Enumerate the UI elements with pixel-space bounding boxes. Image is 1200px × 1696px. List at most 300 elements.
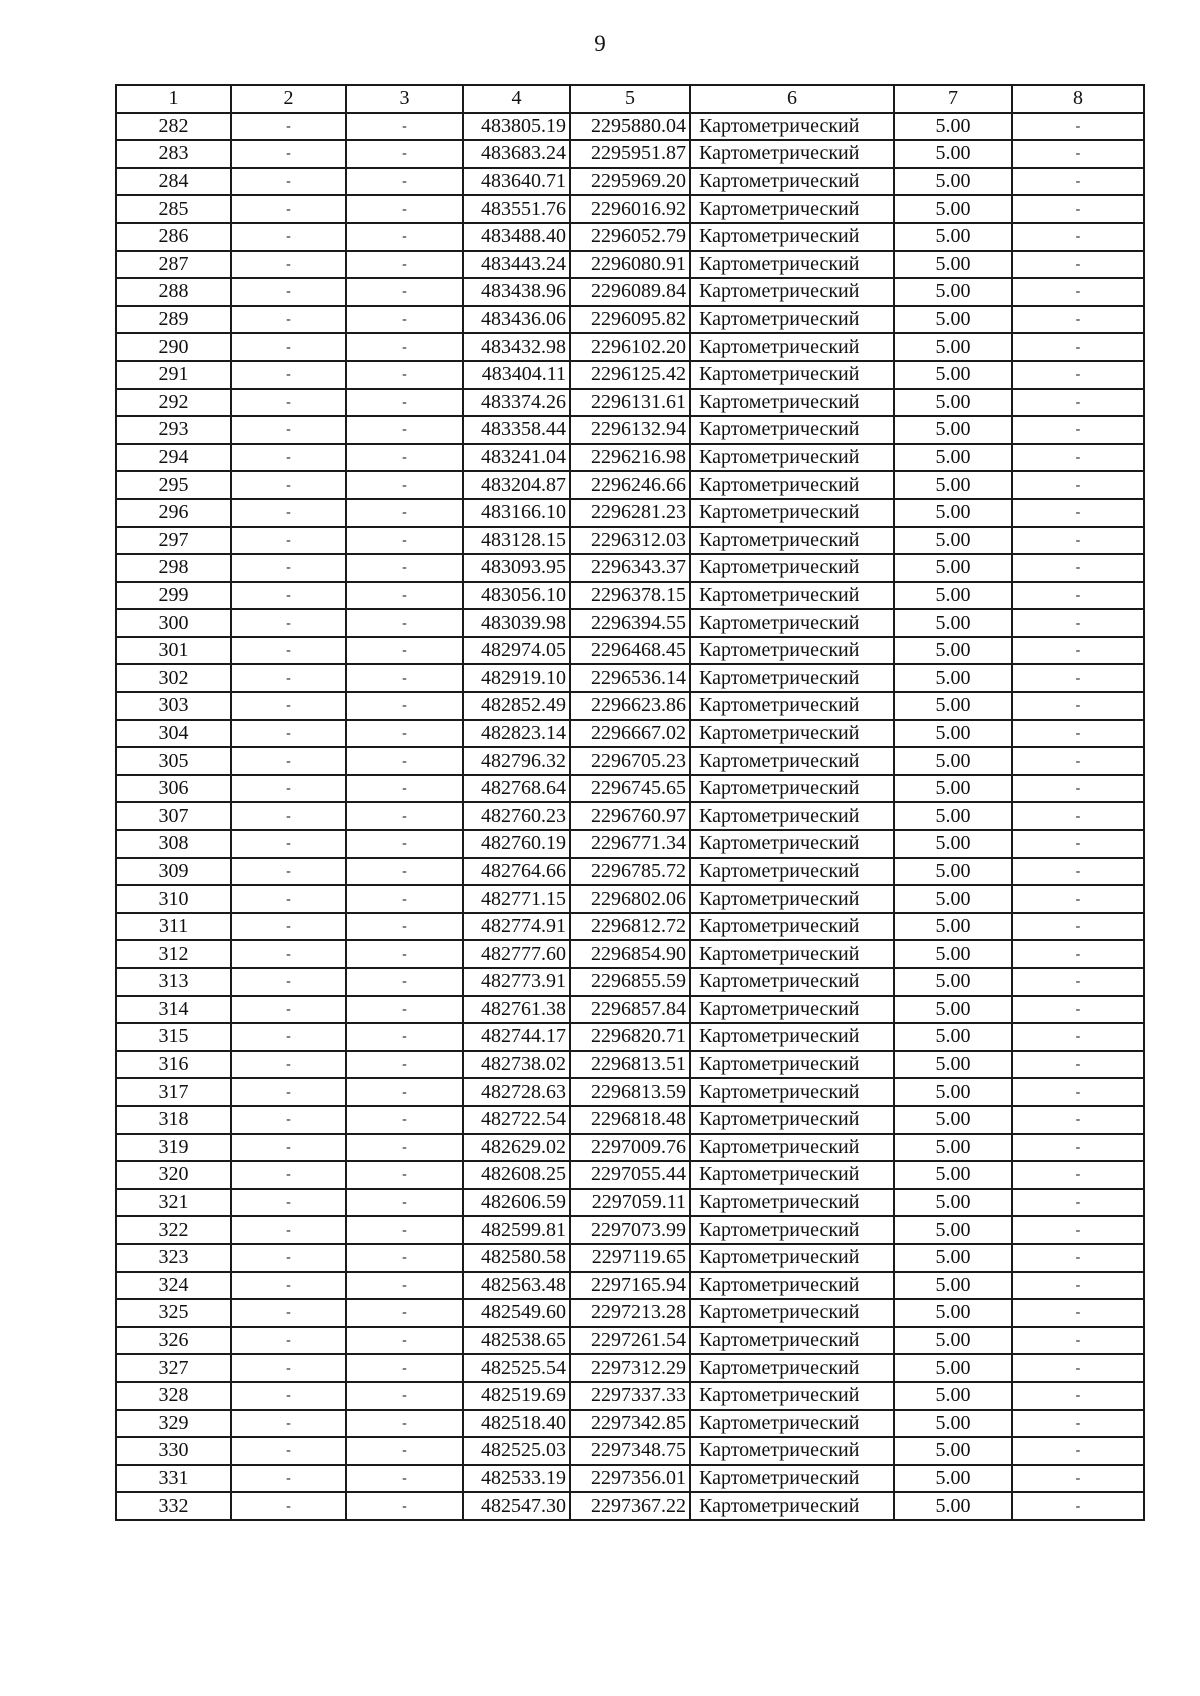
method-cell: Картометрический [690, 278, 894, 306]
col-8-cell: - [1012, 527, 1144, 555]
col-2-cell: - [231, 858, 346, 886]
col-2-cell: - [231, 1327, 346, 1355]
col-3-cell: - [346, 996, 463, 1024]
accuracy-cell: 5.00 [894, 223, 1012, 251]
col-2-cell: - [231, 278, 346, 306]
table-row [116, 664, 1144, 692]
x-coordinate-cell: 482549.60 [463, 1299, 570, 1327]
col-8-cell: - [1012, 1051, 1144, 1079]
table-row [116, 1327, 1144, 1355]
accuracy-cell: 5.00 [894, 140, 1012, 168]
accuracy-cell: 5.00 [894, 1051, 1012, 1079]
header-col-2: 2 [231, 85, 346, 113]
col-3-cell: - [346, 389, 463, 417]
col-3-cell: - [346, 1437, 463, 1465]
col-3-cell: - [346, 830, 463, 858]
col-8-cell: - [1012, 1272, 1144, 1300]
col-3-cell: - [346, 968, 463, 996]
y-coordinate-cell: 2296813.59 [570, 1078, 690, 1106]
col-3-cell: - [346, 1134, 463, 1162]
col-3-cell: - [346, 775, 463, 803]
col-8-cell: - [1012, 333, 1144, 361]
method-cell: Картометрический [690, 968, 894, 996]
point-number-cell: 314 [116, 996, 231, 1024]
col-8-cell: - [1012, 444, 1144, 472]
accuracy-cell: 5.00 [894, 1216, 1012, 1244]
y-coordinate-cell: 2297165.94 [570, 1272, 690, 1300]
col-2-cell: - [231, 1382, 346, 1410]
y-coordinate-cell: 2296760.97 [570, 802, 690, 830]
header-col-5: 5 [570, 85, 690, 113]
accuracy-cell: 5.00 [894, 802, 1012, 830]
x-coordinate-cell: 482629.02 [463, 1134, 570, 1162]
table-row [116, 1354, 1144, 1382]
method-cell: Картометрический [690, 1299, 894, 1327]
method-cell: Картометрический [690, 1492, 894, 1520]
method-cell: Картометрический [690, 527, 894, 555]
accuracy-cell: 5.00 [894, 168, 1012, 196]
col-8-cell: - [1012, 1354, 1144, 1382]
accuracy-cell: 5.00 [894, 251, 1012, 279]
table-row [116, 913, 1144, 941]
y-coordinate-cell: 2296857.84 [570, 996, 690, 1024]
y-coordinate-cell: 2296080.91 [570, 251, 690, 279]
col-3-cell: - [346, 1410, 463, 1438]
y-coordinate-cell: 2297356.01 [570, 1465, 690, 1493]
y-coordinate-cell: 2296281.23 [570, 499, 690, 527]
coordinates-table [115, 84, 1145, 1521]
header-col-4: 4 [463, 85, 570, 113]
table-row [116, 1023, 1144, 1051]
method-cell: Картометрический [690, 444, 894, 472]
accuracy-cell: 5.00 [894, 1023, 1012, 1051]
table-row [116, 251, 1144, 279]
col-8-cell: - [1012, 1410, 1144, 1438]
method-cell: Картометрический [690, 802, 894, 830]
accuracy-cell: 5.00 [894, 996, 1012, 1024]
col-2-cell: - [231, 747, 346, 775]
x-coordinate-cell: 482764.66 [463, 858, 570, 886]
point-number-cell: 290 [116, 333, 231, 361]
x-coordinate-cell: 482525.54 [463, 1354, 570, 1382]
y-coordinate-cell: 2296246.66 [570, 471, 690, 499]
accuracy-cell: 5.00 [894, 1161, 1012, 1189]
point-number-cell: 287 [116, 251, 231, 279]
col-2-cell: - [231, 692, 346, 720]
method-cell: Картометрический [690, 1382, 894, 1410]
point-number-cell: 323 [116, 1244, 231, 1272]
point-number-cell: 294 [116, 444, 231, 472]
method-cell: Картометрический [690, 113, 894, 141]
col-2-cell: - [231, 637, 346, 665]
method-cell: Картометрический [690, 637, 894, 665]
col-2-cell: - [231, 1106, 346, 1134]
col-3-cell: - [346, 1465, 463, 1493]
col-8-cell: - [1012, 1492, 1144, 1520]
col-3-cell: - [346, 637, 463, 665]
x-coordinate-cell: 483404.11 [463, 361, 570, 389]
col-3-cell: - [346, 306, 463, 334]
x-coordinate-cell: 482852.49 [463, 692, 570, 720]
x-coordinate-cell: 482761.38 [463, 996, 570, 1024]
accuracy-cell: 5.00 [894, 664, 1012, 692]
col-8-cell: - [1012, 1465, 1144, 1493]
accuracy-cell: 5.00 [894, 1465, 1012, 1493]
accuracy-cell: 5.00 [894, 1492, 1012, 1520]
col-3-cell: - [346, 582, 463, 610]
table-row [116, 1051, 1144, 1079]
col-8-cell: - [1012, 1327, 1144, 1355]
method-cell: Картометрический [690, 1161, 894, 1189]
x-coordinate-cell: 483204.87 [463, 471, 570, 499]
y-coordinate-cell: 2296745.65 [570, 775, 690, 803]
col-2-cell: - [231, 1023, 346, 1051]
col-2-cell: - [231, 195, 346, 223]
table-body [116, 113, 1144, 1520]
col-3-cell: - [346, 251, 463, 279]
table-row [116, 554, 1144, 582]
table-row [116, 1216, 1144, 1244]
x-coordinate-cell: 482744.17 [463, 1023, 570, 1051]
point-number-cell: 291 [116, 361, 231, 389]
y-coordinate-cell: 2296132.94 [570, 416, 690, 444]
x-coordinate-cell: 483640.71 [463, 168, 570, 196]
x-coordinate-cell: 483438.96 [463, 278, 570, 306]
col-8-cell: - [1012, 168, 1144, 196]
y-coordinate-cell: 2296818.48 [570, 1106, 690, 1134]
point-number-cell: 305 [116, 747, 231, 775]
accuracy-cell: 5.00 [894, 1189, 1012, 1217]
col-3-cell: - [346, 527, 463, 555]
col-3-cell: - [346, 913, 463, 941]
x-coordinate-cell: 482777.60 [463, 940, 570, 968]
col-8-cell: - [1012, 1382, 1144, 1410]
col-8-cell: - [1012, 637, 1144, 665]
y-coordinate-cell: 2296102.20 [570, 333, 690, 361]
col-2-cell: - [231, 471, 346, 499]
col-8-cell: - [1012, 830, 1144, 858]
x-coordinate-cell: 483241.04 [463, 444, 570, 472]
x-coordinate-cell: 482760.23 [463, 802, 570, 830]
col-8-cell: - [1012, 389, 1144, 417]
col-3-cell: - [346, 1354, 463, 1382]
col-8-cell: - [1012, 306, 1144, 334]
point-number-cell: 301 [116, 637, 231, 665]
accuracy-cell: 5.00 [894, 1272, 1012, 1300]
method-cell: Картометрический [690, 1272, 894, 1300]
col-3-cell: - [346, 692, 463, 720]
y-coordinate-cell: 2296812.72 [570, 913, 690, 941]
accuracy-cell: 5.00 [894, 885, 1012, 913]
col-3-cell: - [346, 1023, 463, 1051]
point-number-cell: 293 [116, 416, 231, 444]
col-3-cell: - [346, 416, 463, 444]
point-number-cell: 315 [116, 1023, 231, 1051]
table-row [116, 389, 1144, 417]
page-number: 9 [594, 31, 606, 56]
col-3-cell: - [346, 885, 463, 913]
col-2-cell: - [231, 251, 346, 279]
y-coordinate-cell: 2296802.06 [570, 885, 690, 913]
x-coordinate-cell: 483551.76 [463, 195, 570, 223]
point-number-cell: 324 [116, 1272, 231, 1300]
method-cell: Картометрический [690, 1410, 894, 1438]
col-8-cell: - [1012, 1134, 1144, 1162]
method-cell: Картометрический [690, 582, 894, 610]
point-number-cell: 328 [116, 1382, 231, 1410]
x-coordinate-cell: 483039.98 [463, 609, 570, 637]
x-coordinate-cell: 483488.40 [463, 223, 570, 251]
table-row [116, 885, 1144, 913]
y-coordinate-cell: 2297312.29 [570, 1354, 690, 1382]
x-coordinate-cell: 482533.19 [463, 1465, 570, 1493]
col-2-cell: - [231, 1189, 346, 1217]
table-row [116, 609, 1144, 637]
point-number-cell: 286 [116, 223, 231, 251]
x-coordinate-cell: 483358.44 [463, 416, 570, 444]
accuracy-cell: 5.00 [894, 1106, 1012, 1134]
method-cell: Картометрический [690, 664, 894, 692]
method-cell: Картометрический [690, 885, 894, 913]
accuracy-cell: 5.00 [894, 858, 1012, 886]
accuracy-cell: 5.00 [894, 306, 1012, 334]
point-number-cell: 309 [116, 858, 231, 886]
method-cell: Картометрический [690, 1023, 894, 1051]
x-coordinate-cell: 483056.10 [463, 582, 570, 610]
y-coordinate-cell: 2296312.03 [570, 527, 690, 555]
col-8-cell: - [1012, 1244, 1144, 1272]
accuracy-cell: 5.00 [894, 747, 1012, 775]
method-cell: Картометрический [690, 1078, 894, 1106]
point-number-cell: 282 [116, 113, 231, 141]
col-2-cell: - [231, 1216, 346, 1244]
col-8-cell: - [1012, 802, 1144, 830]
col-3-cell: - [346, 1299, 463, 1327]
col-8-cell: - [1012, 361, 1144, 389]
y-coordinate-cell: 2297348.75 [570, 1437, 690, 1465]
table-row [116, 1465, 1144, 1493]
accuracy-cell: 5.00 [894, 416, 1012, 444]
method-cell: Картометрический [690, 140, 894, 168]
x-coordinate-cell: 482796.32 [463, 747, 570, 775]
x-coordinate-cell: 483093.95 [463, 554, 570, 582]
col-2-cell: - [231, 1078, 346, 1106]
y-coordinate-cell: 2296813.51 [570, 1051, 690, 1079]
coordinates-table-wrapper [115, 84, 1143, 1521]
accuracy-cell: 5.00 [894, 1354, 1012, 1382]
y-coordinate-cell: 2297367.22 [570, 1492, 690, 1520]
x-coordinate-cell: 483805.19 [463, 113, 570, 141]
y-coordinate-cell: 2296343.37 [570, 554, 690, 582]
accuracy-cell: 5.00 [894, 444, 1012, 472]
x-coordinate-cell: 482774.91 [463, 913, 570, 941]
accuracy-cell: 5.00 [894, 720, 1012, 748]
point-number-cell: 298 [116, 554, 231, 582]
accuracy-cell: 5.00 [894, 609, 1012, 637]
col-3-cell: - [346, 444, 463, 472]
y-coordinate-cell: 2296667.02 [570, 720, 690, 748]
method-cell: Картометрический [690, 1134, 894, 1162]
col-2-cell: - [231, 416, 346, 444]
method-cell: Картометрический [690, 1244, 894, 1272]
table-row [116, 940, 1144, 968]
table-row [116, 195, 1144, 223]
col-2-cell: - [231, 664, 346, 692]
table-row [116, 1437, 1144, 1465]
table-row [116, 361, 1144, 389]
accuracy-cell: 5.00 [894, 637, 1012, 665]
col-8-cell: - [1012, 692, 1144, 720]
accuracy-cell: 5.00 [894, 1134, 1012, 1162]
col-8-cell: - [1012, 223, 1144, 251]
point-number-cell: 317 [116, 1078, 231, 1106]
table-row [116, 113, 1144, 141]
point-number-cell: 296 [116, 499, 231, 527]
point-number-cell: 308 [116, 830, 231, 858]
table-row [116, 637, 1144, 665]
table-row [116, 333, 1144, 361]
x-coordinate-cell: 483432.98 [463, 333, 570, 361]
x-coordinate-cell: 482608.25 [463, 1161, 570, 1189]
x-coordinate-cell: 483166.10 [463, 499, 570, 527]
table-row [116, 471, 1144, 499]
method-cell: Картометрический [690, 361, 894, 389]
table-row [116, 1106, 1144, 1134]
col-8-cell: - [1012, 996, 1144, 1024]
method-cell: Картометрический [690, 913, 894, 941]
col-2-cell: - [231, 885, 346, 913]
accuracy-cell: 5.00 [894, 389, 1012, 417]
col-2-cell: - [231, 1465, 346, 1493]
point-number-cell: 307 [116, 802, 231, 830]
method-cell: Картометрический [690, 1354, 894, 1382]
table-row [116, 168, 1144, 196]
table-row [116, 1382, 1144, 1410]
table-row [116, 1161, 1144, 1189]
point-number-cell: 288 [116, 278, 231, 306]
method-cell: Картометрический [690, 195, 894, 223]
method-cell: Картометрический [690, 720, 894, 748]
accuracy-cell: 5.00 [894, 333, 1012, 361]
x-coordinate-cell: 482771.15 [463, 885, 570, 913]
table-row [116, 802, 1144, 830]
table-row [116, 747, 1144, 775]
col-3-cell: - [346, 1492, 463, 1520]
method-cell: Картометрический [690, 1216, 894, 1244]
col-3-cell: - [346, 554, 463, 582]
col-3-cell: - [346, 720, 463, 748]
point-number-cell: 318 [116, 1106, 231, 1134]
method-cell: Картометрический [690, 554, 894, 582]
method-cell: Картометрический [690, 1106, 894, 1134]
col-3-cell: - [346, 1382, 463, 1410]
y-coordinate-cell: 2296089.84 [570, 278, 690, 306]
method-cell: Картометрический [690, 747, 894, 775]
y-coordinate-cell: 2296855.59 [570, 968, 690, 996]
y-coordinate-cell: 2297009.76 [570, 1134, 690, 1162]
col-8-cell: - [1012, 1437, 1144, 1465]
col-8-cell: - [1012, 775, 1144, 803]
x-coordinate-cell: 483128.15 [463, 527, 570, 555]
method-cell: Картометрический [690, 499, 894, 527]
method-cell: Картометрический [690, 416, 894, 444]
table-row [116, 416, 1144, 444]
point-number-cell: 292 [116, 389, 231, 417]
col-8-cell: - [1012, 1023, 1144, 1051]
point-number-cell: 332 [116, 1492, 231, 1520]
y-coordinate-cell: 2296771.34 [570, 830, 690, 858]
y-coordinate-cell: 2296394.55 [570, 609, 690, 637]
col-3-cell: - [346, 140, 463, 168]
accuracy-cell: 5.00 [894, 1244, 1012, 1272]
col-8-cell: - [1012, 1189, 1144, 1217]
method-cell: Картометрический [690, 996, 894, 1024]
col-2-cell: - [231, 1354, 346, 1382]
point-number-cell: 311 [116, 913, 231, 941]
table-row [116, 1189, 1144, 1217]
point-number-cell: 302 [116, 664, 231, 692]
method-cell: Картометрический [690, 471, 894, 499]
col-8-cell: - [1012, 1078, 1144, 1106]
x-coordinate-cell: 483683.24 [463, 140, 570, 168]
col-3-cell: - [346, 940, 463, 968]
col-2-cell: - [231, 1437, 346, 1465]
table-row [116, 1134, 1144, 1162]
col-3-cell: - [346, 1161, 463, 1189]
accuracy-cell: 5.00 [894, 361, 1012, 389]
col-2-cell: - [231, 1492, 346, 1520]
point-number-cell: 299 [116, 582, 231, 610]
col-8-cell: - [1012, 582, 1144, 610]
method-cell: Картометрический [690, 1051, 894, 1079]
accuracy-cell: 5.00 [894, 499, 1012, 527]
col-2-cell: - [231, 940, 346, 968]
col-3-cell: - [346, 1327, 463, 1355]
x-coordinate-cell: 482525.03 [463, 1437, 570, 1465]
point-number-cell: 330 [116, 1437, 231, 1465]
method-cell: Картометрический [690, 692, 894, 720]
method-cell: Картометрический [690, 168, 894, 196]
x-coordinate-cell: 482580.58 [463, 1244, 570, 1272]
table-row [116, 1299, 1144, 1327]
x-coordinate-cell: 482606.59 [463, 1189, 570, 1217]
col-2-cell: - [231, 333, 346, 361]
col-2-cell: - [231, 802, 346, 830]
method-cell: Картометрический [690, 1465, 894, 1493]
x-coordinate-cell: 482518.40 [463, 1410, 570, 1438]
x-coordinate-cell: 482974.05 [463, 637, 570, 665]
col-2-cell: - [231, 499, 346, 527]
point-number-cell: 312 [116, 940, 231, 968]
point-number-cell: 325 [116, 1299, 231, 1327]
x-coordinate-cell: 482738.02 [463, 1051, 570, 1079]
table-row [116, 223, 1144, 251]
col-8-cell: - [1012, 664, 1144, 692]
col-2-cell: - [231, 609, 346, 637]
y-coordinate-cell: 2295951.87 [570, 140, 690, 168]
table-row [116, 582, 1144, 610]
col-2-cell: - [231, 1244, 346, 1272]
table-row [116, 306, 1144, 334]
method-cell: Картометрический [690, 1437, 894, 1465]
method-cell: Картометрический [690, 251, 894, 279]
y-coordinate-cell: 2296854.90 [570, 940, 690, 968]
table-row [116, 996, 1144, 1024]
point-number-cell: 303 [116, 692, 231, 720]
col-8-cell: - [1012, 554, 1144, 582]
col-3-cell: - [346, 747, 463, 775]
y-coordinate-cell: 2296216.98 [570, 444, 690, 472]
